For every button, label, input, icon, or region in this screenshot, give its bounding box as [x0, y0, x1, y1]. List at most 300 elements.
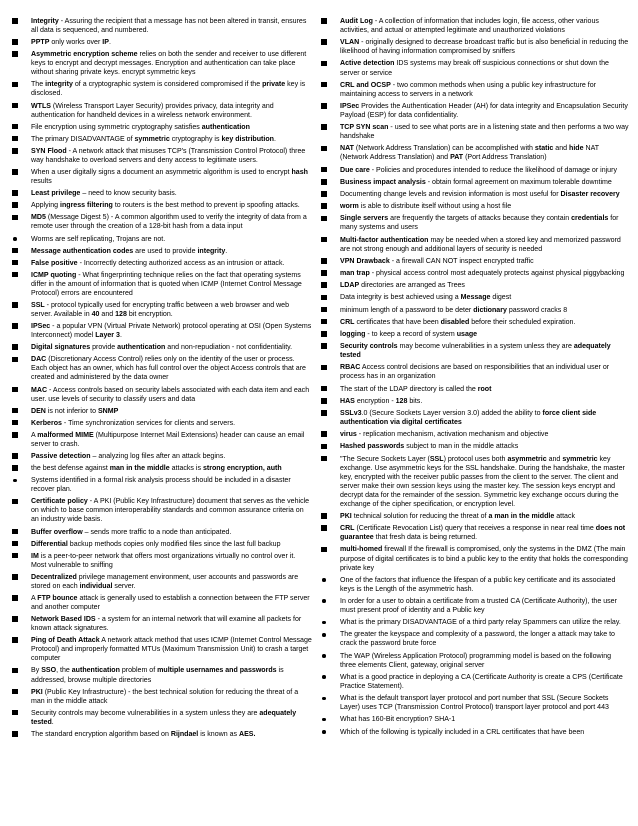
round-bullet-icon: [322, 599, 326, 603]
right-list-item: [321, 178, 629, 187]
bold-term: Audit Log: [340, 18, 373, 25]
square-bullet-icon: [12, 248, 18, 254]
item-text: Access control decisions are based on responsibilities that an individual user or process has in an organization: [340, 364, 610, 381]
round-bullet-icon: [322, 730, 326, 734]
item-text: A: [31, 431, 38, 439]
right-list-item: [321, 630, 629, 648]
right-list-item: [321, 728, 629, 737]
item-text: - Access controls based on security labels associated with each data item and each user. use levels of security to classify users and data: [31, 386, 310, 403]
square-bullet-icon: [12, 453, 18, 459]
item-text: ) protocol uses both: [443, 455, 508, 463]
item-text: .: [51, 718, 54, 726]
square-bullet-icon: [321, 179, 327, 185]
item-text: of a cryptographic system is considered compromised if the: [72, 81, 263, 89]
square-bullet-icon: [12, 39, 18, 45]
right-list-item: [321, 455, 629, 509]
bold-term: Ping of Death Attack: [31, 637, 100, 645]
left-list-item: [12, 355, 312, 382]
bold-term: Business impact analysis: [340, 178, 426, 186]
right-list-item: [321, 293, 629, 302]
bold-term: Differential: [31, 540, 68, 548]
item-text: - originally designed to decrease broadcast traffic but is also beneficial in reducing the likelihood of having information compromised by sniffers: [340, 39, 629, 56]
bold-term: DEN: [31, 407, 46, 415]
bold-term: dictionary: [473, 306, 507, 314]
square-bullet-icon: [12, 668, 18, 674]
right-list-item: [321, 38, 629, 56]
item-text: (Message Digest 5) - A common algorithm used to verify the integrity of data from a remote user through the creation of a 128-bit hash from a data input: [31, 214, 307, 231]
item-text: - a firewall CAN NOT inspect encrypted traffic: [389, 257, 534, 265]
item-text: - A network attack that misuses TCP's (Transmission Control Protocol) three way handshake to overload servers and deny access to legitimate users.: [31, 147, 306, 164]
bold-term: adequately tested: [31, 709, 297, 726]
bold-term: PKI: [340, 513, 352, 521]
right-list-item: [321, 144, 629, 162]
left-list-item: [12, 235, 312, 244]
square-bullet-icon: [321, 456, 327, 462]
right-list-item: [321, 102, 629, 120]
item-text: (Certificate Revocation List) query that receives a response in near real time: [354, 525, 596, 533]
right-list-item: [321, 524, 629, 542]
item-text: are frequently the targets of attacks because they contain: [388, 215, 572, 223]
item-text: problem of: [119, 667, 158, 675]
right-list-item: [321, 269, 629, 278]
bold-term: Hashed passwords: [340, 443, 405, 451]
item-text: is known as: [198, 730, 240, 738]
item-text: (Public Key Infrastructure) - the best technical solution for reducing the threat of a man in the middle attack: [31, 688, 299, 705]
square-bullet-icon: [12, 541, 18, 547]
square-bullet-icon: [321, 216, 327, 222]
item-text: and: [553, 145, 570, 153]
bold-term: authentication: [71, 667, 120, 675]
item-text: .0 (Secure Sockets Layer version 3.0) added the ability to: [361, 410, 543, 418]
bold-term: strong encryption, auth: [202, 465, 282, 473]
item-text: (Wireless Transport Layer Security) provides privacy, data integrity and authentication for handheld devices in a wireless network environment.: [31, 102, 274, 119]
bold-term: logging: [340, 330, 366, 338]
bold-term: HAS: [340, 397, 355, 405]
item-text: A: [31, 594, 38, 602]
square-bullet-icon: [12, 553, 18, 559]
bold-term: ICMP quoting: [31, 271, 77, 279]
bold-term: SNMP: [97, 407, 119, 415]
square-bullet-icon: [12, 302, 18, 308]
round-bullet-icon: [322, 621, 326, 625]
square-bullet-icon: [12, 420, 18, 426]
item-text: and non-repudiation - not confidentiality.: [165, 344, 293, 352]
square-bullet-icon: [321, 270, 327, 276]
right-list-item: [321, 545, 629, 572]
square-bullet-icon: [12, 499, 18, 505]
bold-term: TCP SYN scan: [340, 124, 389, 132]
square-bullet-icon: [321, 146, 327, 152]
square-bullet-icon: [321, 167, 327, 173]
left-column: [12, 17, 312, 742]
left-list-item: [12, 271, 312, 298]
bold-term: a man in the middle: [488, 513, 555, 521]
square-bullet-icon: [12, 169, 18, 175]
item-text: - A PKI (Public Key Infrastructure) document that serves as the vehicle on which to base common interoperability standards and common assurance criteria on an industry wide basis.: [31, 498, 310, 524]
item-text: and: [99, 311, 116, 319]
round-bullet-icon: [322, 578, 326, 582]
item-text: Provides the Authentication Header (AH) for data integrity and Encapsulation Security Payload (ESP) for data confidentiality.: [340, 102, 628, 119]
round-bullet-icon: [13, 237, 17, 241]
square-bullet-icon: [321, 431, 327, 437]
bold-term: MD5: [31, 214, 46, 222]
bold-term: Network Based IDS: [31, 616, 96, 624]
square-bullet-icon: [321, 547, 327, 553]
item-text: A network attack method that uses ICMP (Internet Control Message Protocol) and improperly formatted MTUs (Maximum Transmission Unit) to crash a target computer: [31, 637, 312, 663]
left-list-item: [12, 147, 312, 165]
square-bullet-icon: [12, 408, 18, 414]
item-text: is able to distribute itself without using a host file: [358, 203, 512, 211]
right-list-item: [321, 397, 629, 406]
bold-term: man in the middle: [109, 465, 170, 473]
item-text: server.: [112, 582, 136, 590]
square-bullet-icon: [12, 689, 18, 695]
square-bullet-icon: [12, 574, 18, 580]
left-list-item: [12, 102, 312, 120]
square-bullet-icon: [321, 307, 327, 313]
square-bullet-icon: [321, 319, 327, 325]
bold-term: Integrity: [31, 18, 59, 25]
item-text: - A collection of information that includes login, file access, other various activities, and actual or attempted legitimate and unauthorized violations: [340, 18, 599, 35]
bold-term: hide: [569, 145, 584, 153]
bold-term: RBAC: [340, 364, 361, 372]
item-text: cryptography is: [169, 135, 222, 143]
item-text: - used to see what ports are in a listening state and then performs a two way handshake: [340, 124, 629, 141]
square-bullet-icon: [12, 103, 18, 109]
left-list-item: [12, 213, 312, 231]
bold-term: multi-homed: [340, 546, 383, 554]
item-text: subject to man in the middle attacks: [404, 443, 519, 451]
right-list-item: [321, 166, 629, 175]
left-list-item: [12, 407, 312, 416]
bold-term: IM: [31, 552, 39, 560]
bold-term: Least privilege: [31, 190, 81, 198]
bold-term: VLAN: [340, 39, 360, 47]
square-bullet-icon: [12, 18, 18, 24]
right-list-item: [321, 409, 629, 427]
square-bullet-icon: [321, 203, 327, 209]
square-bullet-icon: [12, 344, 18, 350]
item-text: the best defense against: [31, 465, 110, 473]
square-bullet-icon: [12, 124, 18, 130]
square-bullet-icon: [321, 61, 327, 67]
right-list-item: [321, 59, 629, 77]
right-list-item: [321, 342, 629, 360]
round-bullet-icon: [322, 675, 326, 679]
item-text: - obtain formal agreement on maximum tolerable downtime: [425, 178, 612, 186]
square-bullet-icon: [12, 432, 18, 438]
item-text: for many systems and users: [340, 215, 619, 232]
item-text: certificates that have been: [354, 318, 441, 326]
square-bullet-icon: [12, 260, 18, 266]
item-text: (Network Address Translation) can be accomplished with: [353, 145, 535, 153]
bold-term: PKI: [31, 688, 43, 696]
right-list-item: [321, 330, 629, 339]
square-bullet-icon: [321, 365, 327, 371]
right-list-item: [321, 694, 629, 712]
item-text: attack: [554, 513, 576, 521]
round-bullet-icon: [322, 633, 326, 637]
square-bullet-icon: [321, 39, 327, 45]
item-text: - What fingerprinting technique relies on the fact that operating systems differ in the amount of information that is quoted when ICMP (Internet Control Message Protocol) errors are encountered: [31, 271, 302, 297]
bold-term: Disaster recovery: [560, 191, 620, 199]
square-bullet-icon: [321, 258, 327, 264]
bold-term: key distribution: [221, 135, 274, 143]
bold-term: Buffer overflow: [31, 528, 83, 536]
bold-term: Message: [460, 294, 491, 302]
bold-term: Multi-factor authentication: [340, 236, 429, 244]
item-text: backup methods copies only modified files since the last full backup: [67, 540, 281, 548]
bold-term: asymmetric: [507, 455, 547, 463]
left-list-item: [12, 666, 312, 684]
square-bullet-icon: [321, 343, 327, 349]
item-text: What is the default transport layer protocol and port number that SSL (Secure Sockets Layer) uses TCP (Transmission Control Protocol) transport layer protocol and port 443: [340, 695, 609, 712]
bold-term: ingress filtering: [60, 202, 113, 210]
item-text: (Port Address Translation): [463, 154, 547, 162]
item-text: encryption -: [354, 397, 396, 405]
bold-term: IPSec: [31, 323, 51, 331]
right-list-item: [321, 190, 629, 199]
square-bullet-icon: [321, 295, 327, 301]
right-list-item: [321, 385, 629, 394]
bold-term: authentication: [117, 344, 166, 352]
right-list-item: [321, 597, 629, 615]
bold-term: Certificate policy: [31, 498, 88, 506]
bold-term: 128: [395, 397, 408, 405]
item-text: The start of the LDAP directory is called the: [340, 385, 478, 393]
square-bullet-icon: [12, 215, 18, 221]
square-bullet-icon: [321, 237, 327, 243]
item-text: are used to provide: [133, 247, 198, 255]
left-list-item: [12, 497, 312, 524]
left-list-item: [12, 464, 312, 473]
bold-term: symmetric: [562, 455, 598, 463]
item-text: What is a good practice in deploying a CA (Certificate Authority is create a CPS (Certificate Practice Statement).: [340, 673, 623, 690]
bold-term: authentication: [201, 123, 250, 131]
item-text: .: [225, 247, 228, 255]
item-text: bit encryption.: [126, 311, 173, 319]
item-text: minimum length of a password to be deter: [340, 306, 474, 314]
item-text: What has 160-Bit encryption? SHA-1: [340, 716, 456, 724]
right-list-item: [321, 715, 629, 724]
bold-term: PAT: [450, 154, 464, 162]
round-bullet-icon: [13, 479, 17, 483]
item-text: is addressed, browse multiple directories: [31, 667, 284, 684]
left-list-item: [12, 419, 312, 428]
item-text: The WAP (Wireless Application Protocol) programming model is based on the following three elements Client, gateway, original server: [340, 652, 612, 669]
item-text: - two common methods when using a public key infrastructure for maintaining access to servers in a network: [340, 81, 597, 98]
item-text: (Discretionary Access Control) relies only on the identity of the user or process. Each object has an owner, which has full control over the object Access controls that are created and administered by the data owner: [31, 356, 306, 382]
right-list-item: [321, 442, 629, 451]
square-bullet-icon: [12, 323, 18, 329]
item-text: - a system for an internal network that will examine all packets for known attack signatures.: [31, 616, 302, 633]
item-text: may be needed when a stored key and memorized password are not strong enough and additional layers of security is needed: [340, 236, 621, 253]
bold-term: Layer 3: [95, 332, 120, 340]
square-bullet-icon: [321, 124, 327, 130]
right-list-item: [321, 673, 629, 691]
bold-term: adequately tested: [340, 343, 611, 360]
item-text: relies on both the sender and receiver to use different keys to encrypt and decrypt messages. Encryption and authentication can take place without sharing private keys. encrypt symmetric keys: [31, 51, 307, 77]
left-list-item: [12, 259, 312, 268]
square-bullet-icon: [12, 595, 18, 601]
bold-term: Due care: [340, 166, 370, 174]
bold-term: DAC: [31, 356, 47, 364]
bold-term: static: [534, 145, 554, 153]
square-bullet-icon: [12, 731, 18, 737]
bold-term: hash: [291, 169, 308, 177]
square-bullet-icon: [12, 272, 18, 278]
bold-term: Message authentication codes: [31, 247, 134, 255]
item-text: technical solution for reducing the threat of: [351, 513, 489, 521]
square-bullet-icon: [12, 148, 18, 154]
right-list-item: [321, 318, 629, 327]
item-text: directories are arranged as Trees: [359, 282, 465, 290]
bold-term: Active detection: [340, 60, 395, 68]
left-list-item: [12, 573, 312, 591]
square-bullet-icon: [321, 386, 327, 392]
item-text: The standard encryption algorithm based on: [31, 730, 171, 738]
bold-term: VPN Drawback: [340, 257, 390, 265]
item-text: Data integrity is best achieved using a: [340, 294, 461, 302]
item-text: and: [546, 455, 563, 463]
bold-term: Asymmetric encryption scheme: [31, 51, 138, 59]
item-text: – sends more traffic to a node than anticipated.: [82, 528, 232, 536]
bold-term: worm: [340, 203, 359, 211]
bold-term: False positive: [31, 259, 78, 267]
square-bullet-icon: [12, 387, 18, 393]
item-text: , the: [56, 667, 72, 675]
bold-term: SSL: [31, 301, 45, 309]
left-list-item: [12, 343, 312, 352]
item-text: The primary DISADVANTAGE of: [31, 135, 135, 143]
bold-term: Rijndael: [170, 730, 199, 738]
item-text: - Time synchronization services for clients and servers.: [61, 419, 236, 427]
square-bullet-icon: [12, 136, 18, 142]
left-bullet-list: [12, 17, 312, 739]
bold-term: LDAP: [340, 282, 360, 290]
item-text: attack is generally used to establish a connection between the FTP server and another computer: [31, 594, 310, 612]
square-bullet-icon: [321, 525, 327, 531]
item-text: - Policies and procedures intended to reduce the likelihood of damage or injury: [369, 166, 617, 174]
right-list-item: [321, 363, 629, 381]
left-list-item: [12, 168, 312, 186]
item-text: attacks is: [169, 465, 203, 473]
item-text: digest: [490, 294, 512, 302]
item-text: - physical access control most adequately protects against physical piggybacking: [369, 270, 625, 278]
bold-term: private: [262, 81, 286, 89]
left-list-item: [12, 189, 312, 198]
bold-term: SYN Flood: [31, 147, 67, 155]
square-bullet-icon: [321, 331, 327, 337]
item-text: – need to know security basis.: [80, 190, 177, 198]
left-list-item: [12, 636, 312, 663]
right-list-item: [321, 214, 629, 232]
bold-term: IP: [102, 39, 109, 47]
item-text: - protocol typically used for encrypting traffic between a web browser and web server. Available in: [31, 301, 290, 319]
right-column: [321, 17, 629, 740]
item-text: When a user digitally signs a document an asymmetric algorithm is used to encrypt: [31, 169, 292, 177]
round-bullet-icon: [322, 718, 326, 722]
square-bullet-icon: [321, 82, 327, 88]
bold-term: Passive detection: [31, 453, 91, 460]
square-bullet-icon: [12, 637, 18, 643]
bold-term: FTP bounce: [37, 594, 78, 602]
item-text: - replication mechanism, activation mechanism and objective: [356, 431, 549, 439]
item-text: One of the factors that influence the lifespan of a public key certificate and its associated keys is the Length of the asymmetric hash.: [340, 576, 616, 593]
right-list-item: [321, 576, 629, 594]
bold-term: 40: [91, 311, 100, 319]
bold-term: CRL: [340, 318, 355, 326]
square-bullet-icon: [321, 282, 327, 288]
right-list-item: [321, 123, 629, 141]
bold-term: multiple usernames and passwords: [157, 667, 277, 675]
square-bullet-icon: [321, 444, 327, 450]
item-text: bits.: [407, 397, 423, 405]
item-text: to routers is the best method to prevent ip spoofing attacks.: [112, 202, 300, 210]
left-list-item: [12, 322, 312, 340]
item-text: Applying: [31, 202, 60, 210]
item-text: key is disclosed.: [31, 81, 306, 98]
bold-term: SSO: [41, 667, 57, 675]
square-bullet-icon: [12, 202, 18, 208]
bold-term: PPTP: [31, 39, 50, 47]
bold-term: integrity: [197, 247, 226, 255]
item-text: Systems identified in a formal risk analysis process should be included in a disaster recover plan.: [31, 477, 291, 494]
round-bullet-icon: [322, 654, 326, 658]
bold-term: symmetric: [134, 135, 170, 143]
item-text: firewall If the firewall is compromised, only the systems in the DMZ (The main purpose of digital certificates is to bind a public key to the entity that holds the corresponding private key: [340, 546, 628, 572]
bold-term: root: [477, 385, 492, 393]
bold-term: IPSec: [340, 102, 360, 110]
bold-term: virus: [340, 431, 357, 439]
bold-term: credentials: [571, 215, 609, 223]
item-text: (Multipurpose Internet Mail Extensions) header can cause an email server to crash.: [31, 431, 305, 448]
left-list-item: [12, 476, 312, 494]
item-text: IDS systems may break off suspicious connections or shut down the server or service: [340, 60, 609, 77]
bold-term: Security controls: [340, 343, 398, 351]
bold-term: SSL: [429, 455, 444, 463]
left-list-item: [12, 431, 312, 449]
item-text: before their scheduled expiration.: [469, 318, 576, 326]
right-list-item: [321, 618, 629, 627]
bold-term: disabled: [440, 318, 470, 326]
bold-term: man trap: [340, 270, 370, 278]
item-text: that fresh data is being returned.: [373, 534, 478, 542]
bold-term: CRL and OCSP: [340, 81, 391, 89]
item-text: Security controls may become vulnerabilities in a system unless they are: [31, 709, 260, 717]
left-list-item: [12, 38, 312, 47]
square-bullet-icon: [321, 18, 327, 24]
right-list-item: [321, 257, 629, 266]
item-text: Documenting change levels and revision information is most useful for: [340, 191, 561, 199]
item-text: provide: [90, 344, 118, 352]
square-bullet-icon: [321, 398, 327, 404]
left-list-item: [12, 688, 312, 706]
bold-term: individual: [79, 582, 113, 590]
square-bullet-icon: [12, 357, 18, 363]
left-list-item: [12, 201, 312, 210]
bold-term: SSLv3: [340, 410, 362, 418]
left-list-item: [12, 80, 312, 98]
bold-term: Kerberos: [31, 419, 62, 427]
bold-term: usage: [456, 330, 478, 338]
square-bullet-icon: [321, 410, 327, 416]
item-text: - a popular VPN (Virtual Private Network) protocol operating at OSI (Open Systems Interconnect) model: [31, 323, 312, 340]
item-text: The: [31, 81, 46, 89]
item-text: password cracks 8: [506, 306, 568, 314]
square-bullet-icon: [12, 529, 18, 535]
right-list-item: [321, 281, 629, 290]
